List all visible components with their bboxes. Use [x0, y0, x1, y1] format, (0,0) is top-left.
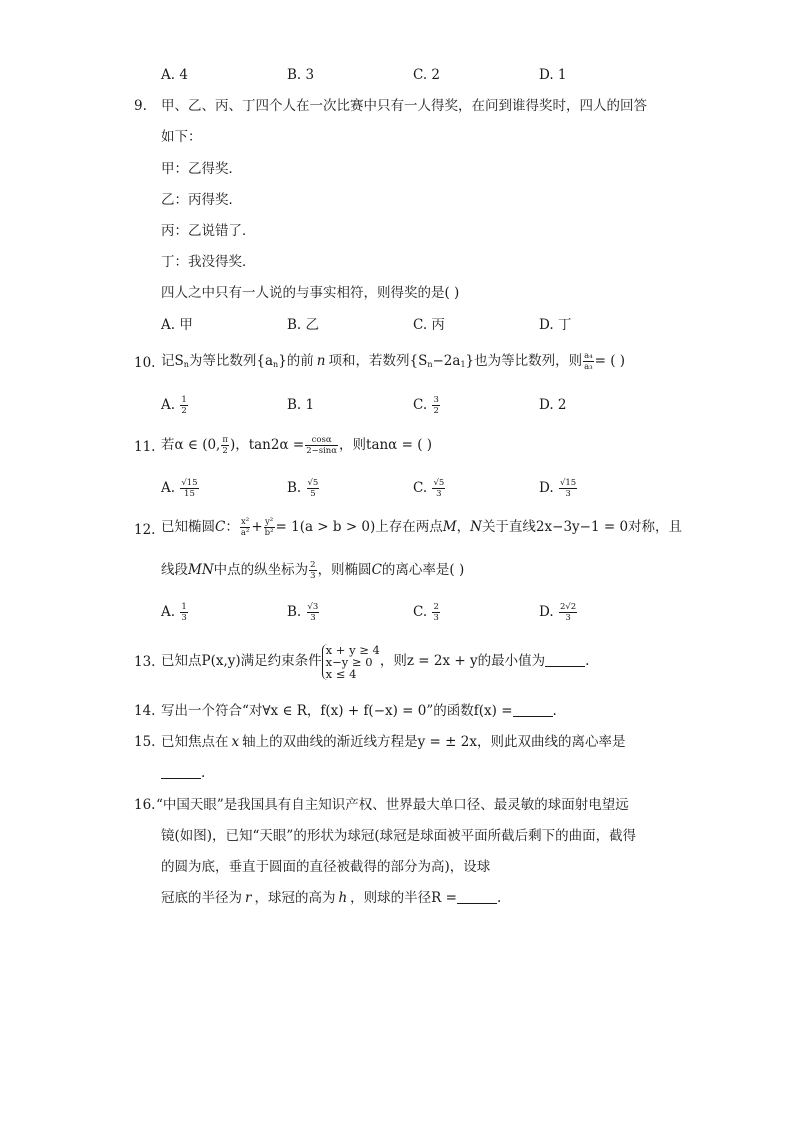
- q10-option-a: A. $\frac{1}{2}$: [161, 394, 187, 416]
- q12-option-c: C. $\frac{2}{3}$: [413, 601, 439, 623]
- q8-option-d: D. 1: [539, 67, 567, 83]
- q11-option-a: A. $\frac{√15}{15}$: [161, 477, 198, 499]
- q10-option-d: D. 2: [539, 397, 567, 413]
- q14-stem: 写出一个符合“对∀x ∈ R，f(x) + f(−x) = 0”的函数f(x) = .: [161, 703, 557, 719]
- question-number: 10.: [134, 355, 156, 371]
- question-number: 12.: [134, 522, 156, 538]
- q9-option-b: B. 乙: [287, 317, 320, 333]
- q9-statement-ding: 丁：我没得奖．: [161, 254, 256, 270]
- q12-option-a: A. $\frac{1}{3}$: [161, 601, 187, 623]
- q9-statement-jia: 甲：乙得奖．: [161, 161, 242, 177]
- q11-option-d: D. $\frac{√15}{3}$: [539, 477, 577, 499]
- q9-question: 四人之中只有一人说的与事实相符，则得奖的是( ): [161, 285, 460, 301]
- q16-stem-line3: 的圆为底，垂直于圆面的直径被截得的部分为高)，设球: [161, 859, 491, 875]
- question-number: 15.: [134, 734, 156, 750]
- answer-blank[interactable]: [161, 768, 201, 779]
- q12-stem-line1: 已知椭圆C： $\frac{\text{x²}}{\text{a²}}$ + $\frac{\text{y²}}{\text{b²}}$ = 1(a > b > 0)上存在两点M，N关于直线2x−3y−1 = 0对称，且: [161, 516, 683, 538]
- q10-option-b: B. 1: [287, 397, 315, 413]
- q9-option-d: D. 丁: [539, 317, 572, 333]
- q13-constraint-system: x + y ≥ 4 x−y ≥ 0 x ≤ 4: [322, 644, 380, 680]
- q16-stem-line4: 冠底的半径为 r ，球冠的高为 h ，则球的半径R = .: [161, 890, 502, 906]
- question-number: 11.: [134, 439, 156, 455]
- q8-option-a: A. 4: [161, 67, 188, 83]
- q13-stem: 已知点P(x,y)满足约束条件 x + y ≥ 4 x−y ≥ 0 x ≤ 4 ，则z = 2x + y的最小值为 .: [161, 642, 590, 681]
- question-number: 14.: [134, 703, 156, 719]
- q15-answer-line: .: [161, 767, 205, 781]
- q10-option-c: C. $\frac{3}{2}$: [413, 394, 439, 416]
- question-number: 13.: [134, 654, 156, 670]
- q12-option-b: B. $\frac{√3}{3}$: [287, 601, 319, 623]
- q8-option-b: B. 3: [287, 67, 315, 83]
- q12-stem-line2: 线段MN中点的纵坐标为 $\frac{2}{3}$ ，则椭圆C的离心率是( ): [161, 559, 465, 581]
- q12-option-d: D. $\frac{2√2}{3}$: [539, 601, 577, 623]
- q11-stem: 若α ∈ (0, $\frac{\pi}{2}$ )，tan2α = $\frac{\cos\alpha}{2-\sin\alpha}$ ，则tanα = ( ): [161, 434, 433, 456]
- q9-statement-yi: 乙：丙得奖．: [161, 192, 242, 208]
- q10-stem: 记$S_n$为等比数列$\{a_n\}$的前 n 项和，若数列$\{S_n-2a_1\}$也为等比数列，则 $\frac{\text{a₄}}{\text{a₃}}$ = ( ): [161, 350, 626, 372]
- q9-statement-bing: 丙：乙说错了．: [161, 223, 256, 239]
- q16-stem-line2: 镜(如图)，已知“天眼”的形状为球冠(球冠是球面被平面所截后剩下的曲面，截得: [161, 828, 637, 844]
- q11-option-b: B. $\frac{√5}{5}$: [287, 477, 319, 499]
- q8-option-c: C. 2: [413, 67, 441, 83]
- q10-ratio-fraction: $\frac{\text{a₄}}{\text{a₃}}$: [584, 350, 593, 372]
- q9-stem-line1: 甲、乙、丙、丁四个人在一次比赛中只有一人得奖，在问到谁得奖时，四人的回答: [161, 98, 647, 114]
- answer-blank[interactable]: [513, 706, 553, 717]
- question-number: 16.: [134, 797, 156, 813]
- q9-option-a: A. 甲: [161, 317, 193, 333]
- q9-stem-line2: 如下：: [161, 129, 202, 145]
- q11-option-c: C. $\frac{√5}{3}$: [413, 477, 445, 499]
- answer-blank[interactable]: [545, 656, 585, 667]
- q9-option-c: C. 丙: [413, 317, 445, 333]
- answer-blank[interactable]: [457, 893, 497, 904]
- q16-stem-line1: “中国天眼”是我国具有自主知识产权、世界最大单口径、最灵敏的球面射电望远: [156, 797, 629, 813]
- question-number: 9.: [134, 98, 147, 114]
- q15-stem: 已知焦点在 x 轴上的双曲线的渐近线方程是y = ± 2x，则此双曲线的离心率是: [161, 734, 626, 750]
